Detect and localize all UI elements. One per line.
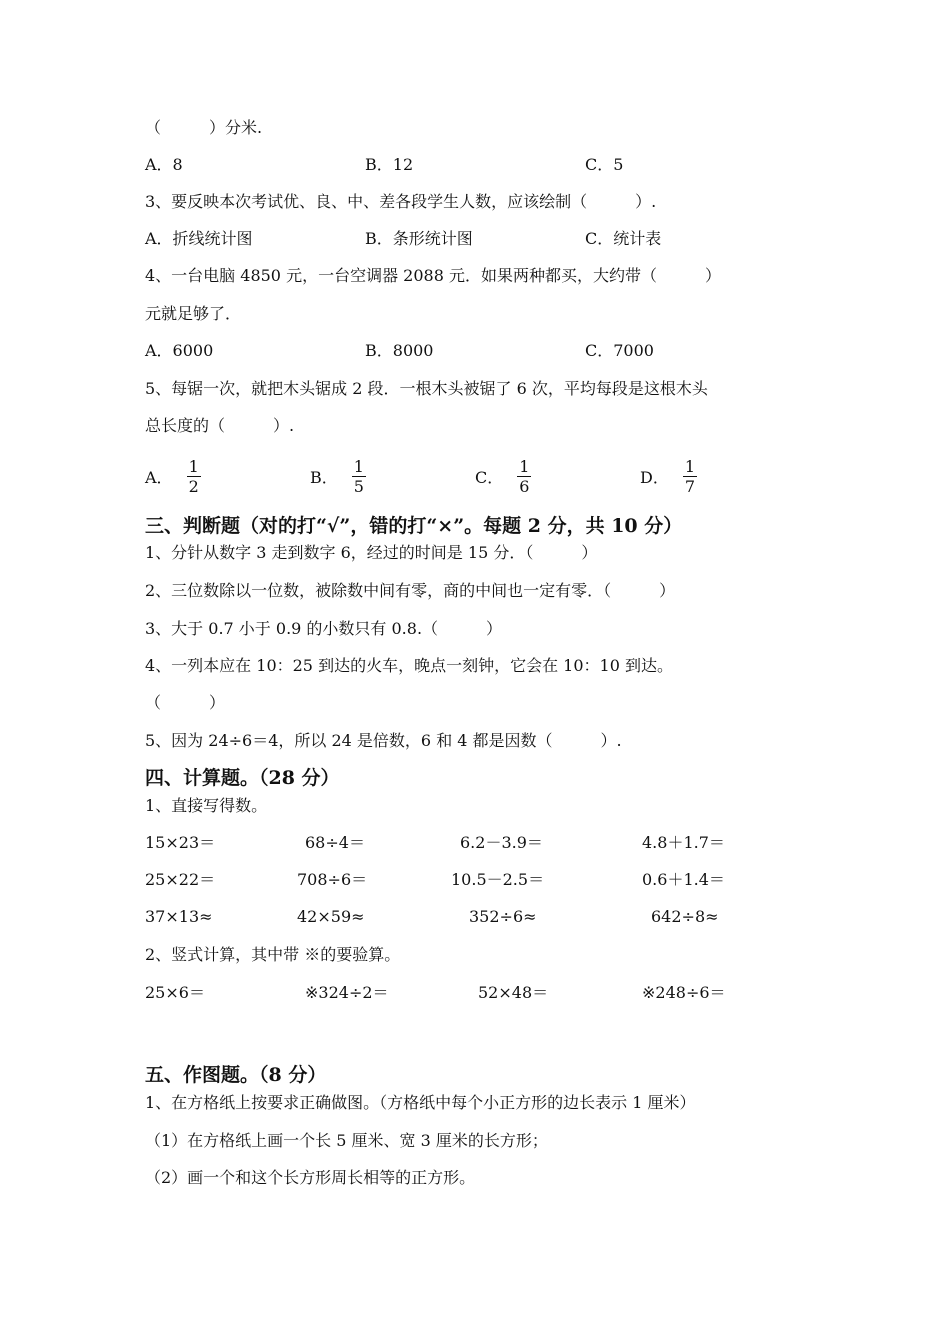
q5-option-d [640, 454, 697, 498]
q4-option-c: C．7000 [585, 341, 654, 360]
q5-option-c-label: C． [475, 467, 504, 487]
q4-line2: 元就足够了． [145, 304, 242, 323]
q5-option-d-label: D． [640, 467, 669, 487]
section5-item-1: 1、在方格纸上按要求正确做图。（方格纸中每个小正方形的边长表示 1 厘米） [145, 1093, 696, 1112]
calc-r3-c2: 42×59≈ [297, 907, 365, 926]
section3-item-4: 4、一列本应在 10：25 到达的火车，晚点一刻钟，它会在 10：10 到达。 [145, 656, 673, 675]
q2-tail: （ ）分米. [145, 118, 263, 137]
section3-heading: 三、判断题（对的打“√”，错的打“×”。每题 2 分，共 10 分） [145, 515, 683, 537]
q5-option-b-numerator: 1 [353, 456, 364, 476]
q5-option-d-fraction [683, 457, 697, 496]
q3-option-a: A．折线统计图 [145, 229, 253, 248]
q2-option-a: A．8 [145, 155, 183, 174]
section5-item-2: （1）在方格纸上画一个长 5 厘米、宽 3 厘米的长方形； [145, 1131, 548, 1150]
section5-heading: 五、作图题。（8 分） [145, 1064, 327, 1086]
q5-option-c-denominator: 6 [519, 476, 530, 496]
q5-option-c [475, 454, 531, 498]
vertical-calc-3: 52×48＝ [478, 983, 549, 1002]
q5-option-d-numerator: 1 [684, 456, 696, 476]
q5-option-b [310, 454, 366, 498]
section3-item-2: 2、三位数除以一位数，被除数中间有零，商的中间也一定有零．（ ） [145, 581, 676, 600]
q3-text: 3、要反映本次考试优、良、中、差各段学生人数，应该绘制（ ）. [145, 192, 657, 211]
q2-option-b: B．12 [365, 155, 414, 174]
vertical-calc-2: ※324÷2＝ [305, 983, 389, 1002]
calc-r3-c4: 642÷8≈ [651, 907, 719, 926]
vertical-calc-1: 25×6＝ [145, 983, 205, 1002]
q5-option-c-fraction [517, 457, 531, 496]
section4-sub2: 2、竖式计算，其中带 ※的要验算。 [145, 945, 401, 964]
q5-option-b-denominator: 5 [353, 476, 364, 496]
section3-item-5: 5、因为 24÷6＝4，所以 24 是倍数，6 和 4 都是因数（ ）. [145, 731, 622, 750]
q5-option-b-fraction [352, 457, 366, 496]
q5-option-a [145, 454, 201, 498]
q5-line2: 总长度的（ ）. [145, 416, 295, 435]
section3-item-3: 3、大于 0.7 小于 0.9 的小数只有 0.8.（ ） [145, 619, 503, 638]
calc-r2-c2: 708÷6＝ [297, 870, 368, 889]
q2-option-c: C．5 [585, 155, 624, 174]
calc-r1-c1: 15×23＝ [145, 833, 216, 852]
calc-r2-c3: 10.5－2.5＝ [451, 870, 545, 889]
section4-heading: 四、计算题。（28 分） [145, 767, 340, 789]
q4-line1: 4、一台电脑 4850 元，一台空调器 2088 元．如果两种都买，大约带（ ） [145, 266, 721, 285]
calc-r2-c4: 0.6＋1.4＝ [642, 870, 725, 889]
q5-option-a-numerator: 1 [188, 456, 199, 476]
calc-r3-c3: 352÷6≈ [469, 907, 537, 926]
calc-r1-c3: 6.2－3.9＝ [460, 833, 543, 852]
section5-item-3: （2）画一个和这个长方形周长相等的正方形。 [145, 1168, 476, 1187]
q5-option-a-denominator: 2 [188, 476, 199, 496]
q4-option-b: B．8000 [365, 341, 434, 360]
q4-option-a: A．6000 [145, 341, 214, 360]
calc-r3-c1: 37×13≈ [145, 907, 213, 926]
q3-option-c: C．统计表 [585, 229, 662, 248]
section3-item-1: 1、分针从数字 3 走到数字 6，经过的时间是 15 分．（ ） [145, 543, 598, 562]
q5-option-b-label: B． [310, 467, 338, 487]
q5-option-d-denominator: 7 [684, 476, 696, 496]
section4-sub1: 1、直接写得数。 [145, 796, 268, 815]
q5-option-a-fraction [187, 457, 201, 496]
section3-item-4-answer: （ ） [145, 693, 226, 712]
q5-option-c-numerator: 1 [519, 456, 530, 476]
q5-option-a-label: A． [145, 467, 173, 487]
q3-option-b: B．条形统计图 [365, 229, 473, 248]
calc-r1-c4: 4.8＋1.7＝ [642, 833, 725, 852]
vertical-calc-4: ※248÷6＝ [642, 983, 726, 1002]
calc-r1-c2: 68÷4＝ [305, 833, 365, 852]
calc-r2-c1: 25×22＝ [145, 870, 216, 889]
q5-line1: 5、每锯一次，就把木头锯成 2 段．一根木头被锯了 6 次，平均每段是这根木头 [145, 379, 708, 398]
